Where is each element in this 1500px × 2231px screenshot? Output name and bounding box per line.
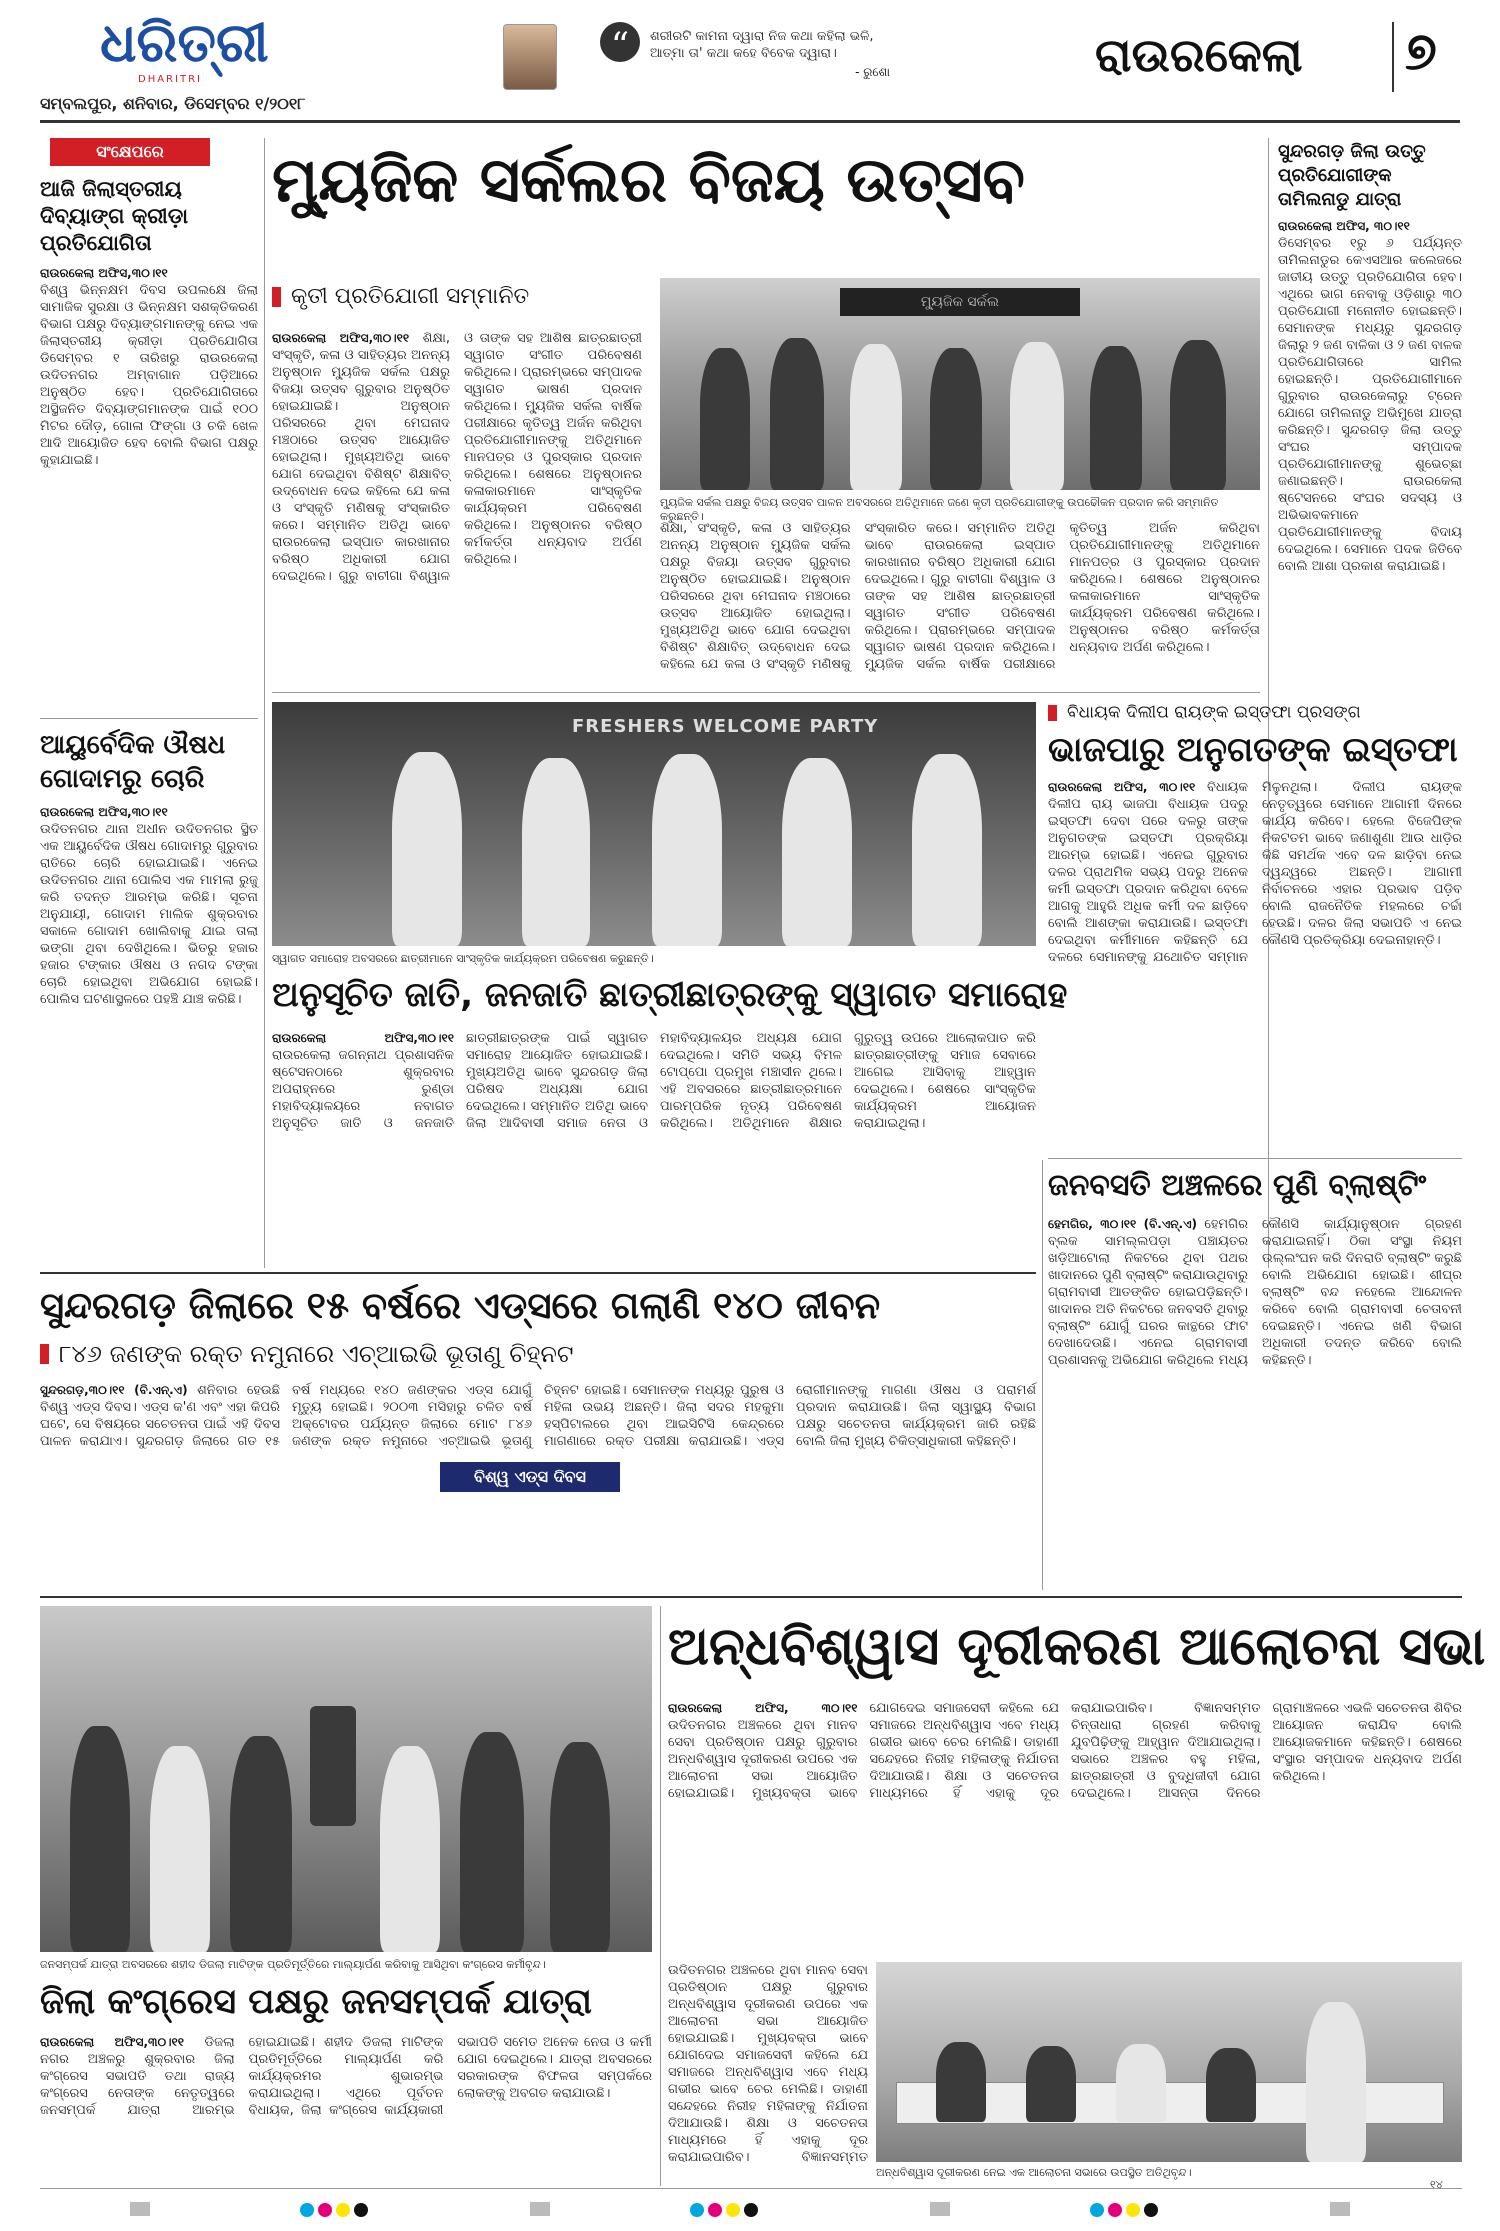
brief-column	[40, 138, 258, 469]
ayurvedic-body: ଉଦିତନଗର ଥାନା ଅଧୀନ ଉଦିତନଗର ସ୍ଥିତ ଏକ ଆୟୁର୍ବେଦିକ ଔଷଧ ଗୋଦାମରୁ ଗୁରୁବାର ରାତିରେ ଚୋରି ହୋଇଯାଇଛି। ଏନେଇ ଉଦିତନଗର ଥାନା ପୋଲିସ ଏକ ମାମଲା ରୁଜୁ କରି ତଦନ୍ତ ଆରମ୍ଭ କରିଛି। ସୂଚନା ଅନୁଯାୟୀ, ଗୋଦାମ ମାଲିକ ଶୁକ୍ରବାର ସକାଳେ ଗୋଦାମ ଖୋଲିବାକୁ ଯାଇ ତାଲା ଭଙ୍ଗା ଥିବା ଦେଖିଥିଲେ। ଭିତରୁ ହଜାର ହଜାର ଟଙ୍କାର ଔଷଧ ଓ ନଗଦ ଟଙ୍କା ଚୋରି ହୋଇଥିବା ଅଭିଯୋଗ ହୋଇଛି। ପୋଲିସ ଘଟଣାସ୍ଥଳରେ ପହଞ୍ଚି ଯାଞ୍ଚ କରିଛି।	[40, 822, 258, 1007]
quote-icon: “	[600, 22, 640, 62]
aids-badge: ବିଶ୍ୱ ଏଡ୍ସ ଦିବସ	[440, 1462, 620, 1492]
congress-body-text: ଡିଜଲା ନଗର ଅଞ୍ଚଳରୁ ଶୁକ୍ରବାର ଜିଲା କଂଗ୍ରେସ ସଭାପତି ତଥା ରାଜ୍ୟ କଂଗ୍ରେସ ନେତାଙ୍କ ନେତୃତ୍ୱରେ ଜନସମ୍ପର୍କ ଯାତ୍ରା ଆରମ୍ଭ ହୋଇଯାଇଛି। ଶହୀଦ ଡିଜଲା ମାଟିଙ୍କ ପ୍ରତିମୂର୍ତ୍ତିରେ ମାଲ୍ୟାର୍ପଣ କରି କାର୍ଯ୍ୟକ୍ରମର ଶୁଭାରମ୍ଭ କରାଯାଇଥିଲା। ଏଥିରେ ପୂର୍ବତନ ବିଧାୟକ, ଜିଲା କଂଗ୍ରେସ କାର୍ଯ୍ୟକାରୀ ସଭାପତି ସମେତ ଅନେକ ନେତା ଓ କର୍ମୀ ଯୋଗ ଦେଇଥିଲେ। ଯାତ୍ରା ଅବସରରେ ସରକାରଙ୍କ ବିଫଳତା ସମ୍ପର୍କରେ ଲୋକଙ୍କୁ ଅବଗତ କରାଯାଉଛି।	[40, 2035, 652, 2118]
aids-subhead	[40, 1340, 1036, 1368]
edition-name: ରାଉରକେଲା	[1095, 28, 1303, 82]
aids-body-text: ଶନିବାର ହେଉଛି ବିଶ୍ୱ ଏଡ୍ସ ଦିବସ। ଏଡ୍ସ କ'ଣ ଏବଂ ଏହା କିପରି ଘଟେ, ସେ ବିଷୟରେ ସଚେତନତା ପାଇଁ ଏହି ଦିବସ ପାଳନ କରାଯାଏ। ସୁନ୍ଦରଗଡ଼ ଜିଲାରେ ଗତ ୧୫ ବର୍ଷ ମଧ୍ୟରେ ୧୪୦ ଜଣଙ୍କର ଏଡ୍ସ ଯୋଗୁଁ ମୃତ୍ୟୁ ହୋଇଛି। ୨୦୦୩ ମସିହାରୁ ଚଳିତ ବର୍ଷ ଅକ୍ଟୋବର ପର୍ଯ୍ୟନ୍ତ ଜିଲାରେ ମୋଟ ୮୪୬ ଜଣଙ୍କ ରକ୍ତ ନମୁନାରେ ଏଚ୍ଆଇଭି ଭୂତାଣୁ ଚିହ୍ନଟ ହୋଇଛି। ସେମାନଙ୍କ ମଧ୍ୟରୁ ପୁରୁଷ ଓ ମହିଳା ଉଭୟ ଅଛନ୍ତି। ଜିଲା ସଦର ମହକୁମା ହସ୍ପିଟାଲରେ ଥିବା ଆଇସିଟିସି କେନ୍ଦ୍ରରେ ମାଗଣାରେ ରକ୍ତ ପରୀକ୍ଷା କରାଯାଉଛି। ଏଡ୍ସ ରୋଗୀମାନଙ୍କୁ ମାଗଣା ଔଷଧ ଓ ପରାମର୍ଶ ପ୍ରଦାନ କରାଯାଉଛି। ଜିଲା ସ୍ୱାସ୍ଥ୍ୟ ବିଭାଗ ପକ୍ଷରୁ ସଚେତନତା କାର୍ଯ୍ୟକ୍ରମ ଜାରି ରହିଛି ବୋଲି ଜିଲା ମୁଖ୍ୟ ଚିକିତ୍ସାଧିକାରୀ କହିଛନ୍ତି।	[40, 1383, 1036, 1449]
sundargarh-story	[1278, 140, 1462, 728]
thought-quote	[650, 28, 890, 80]
masthead	[0, 0, 1500, 130]
sundargarh-dateline: ରାଉରକେଲା ଅଫିସ, ୩୦।୧୧	[1278, 219, 1410, 233]
masthead-rule	[40, 120, 1460, 123]
quote-author: - ରୁଶୋ	[855, 65, 890, 79]
music-body	[272, 330, 642, 684]
congress-dateline: ରାଉରକେଲା ଅଫିସ,୩୦।୧୧	[40, 2035, 185, 2049]
resign-dateline: ରାଉରକେଲା ଅଫିସ, ୩୦।୧୧	[1048, 779, 1196, 794]
music-headline: ମ୍ୟୁଜିକ ସର୍କଲର ବିଜୟ ଉତ୍ସବ	[272, 143, 1025, 216]
superstition-body-text: ଉଦିତନଗର ଅଞ୍ଚଳରେ ଥିବା ମାନବ ସେବା ପ୍ରତିଷ୍ଠାନ ପକ୍ଷରୁ ଗୁରୁବାର ଅନ୍ଧବିଶ୍ୱାସ ଦୂରୀକରଣ ଉପରେ ଏକ ଆଲୋଚନା ସଭା ଆୟୋଜିତ ହୋଇଯାଇଛି। ମୁଖ୍ୟବକ୍ତା ଭାବେ ଯୋଗଦେଇ ସମାଜସେବୀ କହିଲେ ଯେ ସମାଜରେ ଅନ୍ଧବିଶ୍ୱାସ ଏବେ ମଧ୍ୟ ଗଭୀର ଭାବେ ଚେର ମେଲିଛି। ଡାହାଣୀ ସନ୍ଦେହରେ ନିରୀହ ମହିଳାଙ୍କୁ ନିର୍ଯାତନା ଦିଆଯାଉଛି। ଶିକ୍ଷା ଓ ସଚେତନତା ମାଧ୍ୟମରେ ହିଁ ଏହାକୁ ଦୂର କରାଯାଇପାରିବ। ବିଜ୍ଞାନସମ୍ମତ ଚିନ୍ତାଧାରା ଗ୍ରହଣ କରିବାକୁ ଯୁବପିଢ଼ିଙ୍କୁ ଆହ୍ୱାନ ଦିଆଯାଇଥିଲା। ସଭାରେ ଅଞ୍ଚଳର ବହୁ ମହିଳା, ଛାତ୍ରଛାତ୍ରୀ ଓ ବୁଦ୍ଧିଜୀବୀ ଯୋଗ ଦେଇଥିଲେ। ଆସନ୍ତା ଦିନରେ ଗ୍ରାମାଞ୍ଚଳରେ ଏଭଳି ସଚେତନତା ଶିବିର ଆୟୋଜନ କରାଯିବ ବୋଲି ଆୟୋଜକମାନେ କହିଛନ୍ତି। ଶେଷରେ ସଂସ୍ଥାର ସମ୍ପାଦକ ଧନ୍ୟବାଦ ଅର୍ପଣ କରିଥିଲେ।	[668, 1701, 1462, 1801]
blasting-body: ହେମଗିର ବ୍ଲକ ସାମଲ୍ଲପଡ଼ା ପଞ୍ଚାୟତର ଖଡ଼ିଆଟୋଲା ନିକଟରେ ଥିବା ପଥର ଖାଦାନରେ ପୁଣି ବ୍ଲାଷ୍ଟିଂ କରାଯାଉଥିବାରୁ ଗ୍ରାମବାସୀ ଆତଙ୍କିତ ହୋଇପଡ଼ିଛନ୍ତି। ଖାଦାନର ଅତି ନିକଟରେ ଜନବସତି ଥିବାରୁ ବ୍ଲାଷ୍ଟିଂ ଯୋଗୁଁ ଘରର କାନ୍ଥରେ ଫାଟ ଦେଖାଦେଉଛି। ଏନେଇ ଗ୍ରାମବାସୀ ପ୍ରଶାସନକୁ ଅଭିଯୋଗ କରିଥିଲେ ମଧ୍ୟ କୌଣସି କାର୍ଯ୍ୟାନୁଷ୍ଠାନ ଗ୍ରହଣ କରାଯାଇନାହିଁ। ଠିକା ସଂସ୍ଥା ନିୟମ ଉଲ୍ଲଂଘନ କରି ଦିନରାତି ବ୍ଲାଷ୍ଟିଂ କରୁଛି ବୋଲି ଅଭିଯୋଗ ହୋଇଛି। ଶୀଘ୍ର ବ୍ଲାଷ୍ଟିଂ ବନ୍ଦ ନହେଲେ ଆନ୍ଦୋଳନ କରିବେ ବୋଲି ଗ୍ରାମବାସୀ ଚେତାବନୀ ଦେଇଛନ୍ତି। ଏନେଇ ଖଣି ବିଭାଗ ଅଧିକାରୀ ତଦନ୍ତ କରିବେ ବୋଲି କହିଛନ୍ତି।	[1048, 1217, 1462, 1368]
superstition-headline: ଅନ୍ଧବିଶ୍ୱାସ ଦୂରୀକରଣ ଆଲୋଚନା ସଭା	[668, 1617, 1486, 1677]
brief-dateline: ରାଉରକେଲା ଅଫିସ,୩୦।୧୧	[40, 266, 168, 280]
music-photo	[660, 278, 1260, 490]
superstition-body-text-2: ଉଦିତନଗର ଅଞ୍ଚଳରେ ଥିବା ମାନବ ସେବା ପ୍ରତିଷ୍ଠାନ ପକ୍ଷରୁ ଗୁରୁବାର ଅନ୍ଧବିଶ୍ୱାସ ଦୂରୀକରଣ ଉପରେ ଏକ ଆଲୋଚନା ସଭା ଆୟୋଜିତ ହୋଇଯାଇଛି। ମୁଖ୍ୟବକ୍ତା ଭାବେ ଯୋଗଦେଇ ସମାଜସେବୀ କହିଲେ ଯେ ସମାଜରେ ଅନ୍ଧବିଶ୍ୱାସ ଏବେ ମଧ୍ୟ ଗଭୀର ଭାବେ ଚେର ମେଲିଛି। ଡାହାଣୀ ସନ୍ଦେହରେ ନିରୀହ ମହିଳାଙ୍କୁ ନିର୍ଯାତନା ଦିଆଯାଉଛି। ଶିକ୍ଷା ଓ ସଚେତନତା ମାଧ୍ୟମରେ ହିଁ ଏହାକୁ ଦୂର କରାଯାଇପାରିବ। ବିଜ୍ଞାନସମ୍ମତ	[668, 1963, 868, 2165]
superstition-photo-caption: ଅନ୍ଧବିଶ୍ୱାସ ଦୂରୀକରଣ ନେଇ ଏକ ଆଲୋଚନା ସଭାରେ ଉପସ୍ଥିତ ଅତିଥିବୃନ୍ଦ।	[876, 2166, 1192, 2179]
superstition-body-lower	[668, 1962, 868, 2182]
page-number: ୭	[1405, 22, 1437, 82]
resign-body: ବିଧାୟକ ଦିଲୀପ ରାୟ ଭାଜପା ବିଧାୟକ ପଦରୁ ଇସ୍ତଫା ଦେବା ପରେ ଦଳରୁ ତାଙ୍କ ଅନୁଗତଙ୍କ ଇସ୍ତଫା ପ୍ରକ୍ରିୟା ଆରମ୍ଭ ହୋଇଛି। ଏନେଇ ଗୁରୁବାର ଦଳର ପ୍ରାଥମିକ ସଭ୍ୟ ପଦରୁ ଅନେକ କର୍ମୀ ଇସ୍ତଫା ପ୍ରଦାନ କରିଥିବା ବେଳେ ଆଗକୁ ଆହୁରି ଅଧିକ କର୍ମୀ ଦଳ ଛାଡ଼ିବେ ବୋଲି ଆଶଙ୍କା କରାଯାଉଛି। ଇସ୍ତଫା ଦେଇଥିବା କର୍ମୀମାନେ କହିଛନ୍ତି ଯେ ଦଳରେ ସେମାନଙ୍କୁ ଯଥୋଚିତ ସମ୍ମାନ ମିଳୁନଥିଲା। ଦିଲୀପ ରାୟଙ୍କ ନେତୃତ୍ୱରେ ସେମାନେ ଆଗାମୀ ଦିନରେ କାର୍ଯ୍ୟ କରିବେ। ହେଲେ ବିଜେପିଙ୍କ ନିକଟତମ ଭାବେ ଜଣାଶୁଣା ଆଉ ଧାଡ଼ିର କିଛି ସମର୍ଥକ ଏବେ ଦଳ ଛାଡ଼ିବା ନେଇ ଦ୍ୱନ୍ଦ୍ୱରେ ଅଛନ୍ତି। ଆଗାମୀ ନିର୍ବାଚନରେ ଏହାର ପ୍ରଭାବ ପଡ଼ିବ ବୋଲି ରାଜନୈତିକ ମହଲରେ ଚର୍ଚ୍ଚା ହେଉଛି। ଦଳର ଜିଲା ସଭାପତି ଏ ନେଇ କୌଣସି ପ୍ରତିକ୍ରିୟା ଦେଇନାହାନ୍ତି।	[1048, 779, 1462, 965]
tribal-body-text: ରାଉରକେଲା ଜଗନ୍ନାଥ ପ୍ରଶାସନିକ ଷ୍ଟେସନଠାରେ ଶୁକ୍ରବାର ଅପରାହ୍ନରେ ରୁଣ୍ଡା ମହାବିଦ୍ୟାଳୟରେ ନବାଗତ ଅନୁସୂଚିତ ଜାତି ଓ ଜନଜାତି ଛାତ୍ରୀଛାତ୍ରଙ୍କ ପାଇଁ ସ୍ୱାଗତ ସମାରୋହ ଆୟୋଜିତ ହୋଇଯାଇଛି। ମୁଖ୍ୟଅତିଥି ଭାବେ ସୁନ୍ଦରଗଡ଼ ଜିଲା ପରିଷଦ ଅଧ୍ୟକ୍ଷା ଯୋଗ ଦେଇଥିଲେ। ସମ୍ମାନିତ ଅତିଥି ଭାବେ ଜିଲା ଆଦିବାସୀ ସମାଜ ନେତା ଓ ମହାବିଦ୍ୟାଳୟର ଅଧ୍ୟକ୍ଷ ଯୋଗ ଦେଇଥିଲେ। ସମିତି ସଭ୍ୟ ବିମଳ ଟୋପ୍ପୋ ପ୍ରମୁଖ ମଞ୍ଚାସୀନ ଥିଲେ। ଏହି ଅବସରରେ ଛାତ୍ରୀଛାତ୍ରମାନେ ପାରମ୍ପରିକ ନୃତ୍ୟ ପରିବେଷଣ କରିଥିଲେ। ଅତିଥିମାନେ ଶିକ୍ଷାର ଗୁରୁତ୍ୱ ଉପରେ ଆଲୋକପାତ କରି ଛାତ୍ରଛାତ୍ରୀଙ୍କୁ ସମାଜ ସେବାରେ ଆଗେଇ ଆସିବାକୁ ଆହ୍ୱାନ ଦେଇଥିଲେ। ଶେଷରେ ସାଂସ୍କୃତିକ କାର୍ଯ୍ୟକ୍ରମ ଆୟୋଜନ କରାଯାଇଥିଲା।	[272, 1031, 1036, 1131]
tribal-headline: ଅନୁସୂଚିତ ଜାତି, ଜନଜାତି ଛାତ୍ରୀଛାତ୍ରଙ୍କୁ ସ୍ୱାଗତ ସମାରୋହ	[272, 975, 1068, 1015]
music-body-text: ଶିକ୍ଷା, ସଂସ୍କୃତି, କଳା ଓ ସାହିତ୍ୟର ଅନନ୍ୟ ଅନୁଷ୍ଠାନ ମ୍ୟୁଜିକ ସର୍କଲ ପକ୍ଷରୁ ବିଜୟା ଉତ୍ସବ ଗୁରୁବାର ଅନୁଷ୍ଠିତ ହୋଇଯାଇଛି। ଅନୁଷ୍ଠାନ ପରିସରରେ ଥିବା ମେଘନାଦ ମଞ୍ଚଠାରେ ଉତ୍ସବ ଆୟୋଜିତ ହୋଇଥିଲା। ମୁଖ୍ୟଅତିଥି ଭାବେ ଯୋଗ ଦେଇଥିବା ବିଶିଷ୍ଟ ଶିକ୍ଷାବିତ୍ ଉଦ୍ବୋଧନ ଦେଇ କହିଲେ ଯେ କଳା ଓ ସଂସ୍କୃତି ମଣିଷକୁ ସଂସ୍କାରିତ କରେ। ସମ୍ମାନିତ ଅତିଥି ଭାବେ ରାଉରକେଲା ଇସ୍ପାତ କାରଖାନାର ବରିଷ୍ଠ ଅଧିକାରୀ ଯୋଗ ଦେଇଥିଲେ। ଗୁରୁ ବାଚୀଗା ବିଶ୍ୱାଳ ଓ ତାଙ୍କ ସହ ଆଶିଷ ଛାତ୍ରଛାତ୍ରୀ ସ୍ୱାଗତ ସଂଗୀତ ପରିବେଷଣ କରିଥିଲେ। ପ୍ରାରମ୍ଭରେ ସମ୍ପାଦକ ସ୍ୱାଗତ ଭାଷଣ ପ୍ରଦାନ କରିଥିଲେ। ମ୍ୟୁଜିକ ସର୍କଲ ବାର୍ଷିକ ପରୀକ୍ଷାରେ କୃତିତ୍ୱ ଅର୍ଜନ କରିଥିବା ପ୍ରତିଯୋଗୀମାନଙ୍କୁ ଅତିଥିମାନେ ମାନପତ୍ର ଓ ପୁରସ୍କାର ପ୍ରଦାନ କରିଥିଲେ। ଶେଷରେ ଅନୁଷ୍ଠାନର କଳାକାରମାନେ ସାଂସ୍କୃତିକ କାର୍ଯ୍ୟକ୍ରମ ପରିବେଷଣ କରିଥିଲେ। ଅନୁଷ୍ଠାନର ବରିଷ୍ଠ କର୍ମକର୍ତ୍ତା ଧନ୍ୟବାଦ ଅର୍ପଣ କରିଥିଲେ।	[272, 331, 642, 584]
superstition-photo	[876, 1962, 1462, 2162]
logo-text: ଧରିତ୍ରୀ	[100, 10, 269, 74]
sundargarh-title: ସୁନ୍ଦରଗଡ଼ ଜିଲା ଉତ୍ତୁ ପ୍ରତିଯୋଗୀଙ୍କ ତାମିଲନାଡୁ ଯାତ୍ରା	[1278, 141, 1426, 210]
congress-photo-caption: ଜନସମ୍ପର୍କ ଯାତ୍ରା ଅବସରରେ ଶହୀଦ ଡିଜଲା ମାଟିଙ୍କ ପ୍ରତିମୂର୍ତ୍ତିରେ ମାଲ୍ୟାର୍ପଣ କରିବାକୁ ଆସିଥିବା କଂଗ୍ରେସ କର୍ମୀବୃନ୍ଦ।	[40, 1958, 546, 1971]
logo-sub: DHARITRI	[138, 74, 202, 85]
tribal-body	[272, 1030, 1036, 1250]
music-banner: ମ୍ୟୁଜିକ ସର୍କଲ	[840, 288, 1080, 316]
superstition-dateline: ରାଉରକେଲା ଅଫିସ, ୩୦।୧୧	[668, 1701, 858, 1715]
quote-text: ଶରୀରଟି କାମନା ଦ୍ୱାରା ନିଜ କଥା କହିଲା ଭଳି, ଆତ୍ମା ତା' କଥା କହେ ବିବେକ ଦ୍ୱାରା।	[650, 29, 874, 61]
music-dateline: ରାଉରକେଲା ଅଫିସ,୩୦।୧୧	[272, 331, 410, 345]
logo	[100, 10, 300, 85]
dateline: ସମ୍ବଲପୁର, ଶନିବାର, ଡିସେମ୍ବର ୧/୨୦୧୮	[40, 94, 306, 113]
aids-dateline: ସୁନ୍ଦରଗଡ଼,୩୦।୧୧ (ବି.ଏନ୍.ଏ)	[40, 1383, 188, 1397]
aids-headline: ସୁନ୍ଦରଗଡ଼ ଜିଲାରେ ୧୫ ବର୍ଷରେ ଏଡ୍ସରେ ଗଲାଣି ୧୪୦ ଜୀବନ	[40, 1284, 881, 1327]
portrait-icon	[503, 24, 557, 90]
brief-label: ସଂକ୍ଷେପରେ	[50, 138, 210, 166]
brief-title: ଆଜି ଜିଲାସ୍ତରୀୟ ଦିବ୍ୟାଙ୍ଗ କ୍ରୀଡ଼ା ପ୍ରତିଯୋଗିତା	[40, 177, 189, 255]
footer-page-code: ୧୪	[1430, 2178, 1443, 2191]
footer-registration	[130, 2202, 1410, 2218]
tribal-dateline: ରାଉରକେଲା ଅଫିସ,୩୦।୧୧	[272, 1031, 454, 1045]
aids-subhead-text: ୮୪୬ ଜଣଙ୍କ ରକ୍ତ ନମୁନାରେ ଏଚ୍ଆଇଭି ଭୂତାଣୁ ଚିହ୍ନଟ	[59, 1340, 574, 1368]
congress-body	[40, 2034, 652, 2184]
music-subhead	[272, 284, 642, 309]
ayurvedic-dateline: ରାଉରକେଲା ଅଫିସ,୩୦।୧୧	[40, 805, 168, 819]
resign-title: ଭାଜପାରୁ ଅନୁଗତଙ୍କ ଇସ୍ତଫା	[1048, 729, 1458, 770]
congress-photo	[40, 1606, 652, 1952]
resign-kicker	[1048, 702, 1462, 723]
aids-body	[40, 1382, 1036, 1582]
blasting-title: ଜନବସତି ଅଞ୍ଚଳରେ ପୁଣି ବ୍ଲାଷ୍ଟିଂ	[1048, 1168, 1427, 1203]
congress-title: ଜିଲା କଂଗ୍ରେସ ପକ୍ଷରୁ ଜନସମ୍ପର୍କ ଯାତ୍ରା	[40, 1982, 593, 2022]
music-body-text-2: ଶିକ୍ଷା, ସଂସ୍କୃତି, କଳା ଓ ସାହିତ୍ୟର ଅନନ୍ୟ ଅନୁଷ୍ଠାନ ମ୍ୟୁଜିକ ସର୍କଲ ପକ୍ଷରୁ ବିଜୟା ଉତ୍ସବ ଗୁରୁବାର ଅନୁଷ୍ଠିତ ହୋଇଯାଇଛି। ଅନୁଷ୍ଠାନ ପରିସରରେ ଥିବା ମେଘନାଦ ମଞ୍ଚଠାରେ ଉତ୍ସବ ଆୟୋଜିତ ହୋଇଥିଲା। ମୁଖ୍ୟଅତିଥି ଭାବେ ଯୋଗ ଦେଇଥିବା ବିଶିଷ୍ଟ ଶିକ୍ଷାବିତ୍ ଉଦ୍ବୋଧନ ଦେଇ କହିଲେ ଯେ କଳା ଓ ସଂସ୍କୃତି ମଣିଷକୁ ସଂସ୍କାରିତ କରେ। ସମ୍ମାନିତ ଅତିଥି ଭାବେ ରାଉରକେଲା ଇସ୍ପାତ କାରଖାନାର ବରିଷ୍ଠ ଅଧିକାରୀ ଯୋଗ ଦେଇଥିଲେ। ଗୁରୁ ବାଚୀଗା ବିଶ୍ୱାଳ ଓ ତାଙ୍କ ସହ ଆଶିଷ ଛାତ୍ରଛାତ୍ରୀ ସ୍ୱାଗତ ସଂଗୀତ ପରିବେଷଣ କରିଥିଲେ। ପ୍ରାରମ୍ଭରେ ସମ୍ପାଦକ ସ୍ୱାଗତ ଭାଷଣ ପ୍ରଦାନ କରିଥିଲେ। ମ୍ୟୁଜିକ ସର୍କଲ ବାର୍ଷିକ ପରୀକ୍ଷାରେ କୃତିତ୍ୱ ଅର୍ଜନ କରିଥିବା ପ୍ରତିଯୋଗୀମାନଙ୍କୁ ଅତିଥିମାନେ ମାନପତ୍ର ଓ ପୁରସ୍କାର ପ୍ରଦାନ କରିଥିଲେ। ଶେଷରେ ଅନୁଷ୍ଠାନର କଳାକାରମାନେ ସାଂସ୍କୃତିକ କାର୍ଯ୍ୟକ୍ରମ ପରିବେଷଣ କରିଥିଲେ। ଅନୁଷ୍ଠାନର ବରିଷ୍ଠ କର୍ମକର୍ତ୍ତା ଧନ୍ୟବାଦ ଅର୍ପଣ କରିଥିଲେ।	[660, 521, 1260, 672]
blasting-dateline: ହେମଗିର, ୩୦।୧୧ (ବି.ଏନ୍.ଏ)	[1048, 1217, 1198, 1231]
bullet-icon	[272, 287, 281, 307]
dance-photo-caption: ସ୍ୱାଗତ ସମାରୋହ ଅବସରରେ ଛାତ୍ରୀମାନେ ସାଂସ୍କୃତିକ କାର୍ଯ୍ୟକ୍ରମ ପରିବେଷଣ କରୁଛନ୍ତି।	[272, 952, 654, 965]
resign-story	[1048, 702, 1462, 1189]
superstition-body	[668, 1700, 1462, 1958]
bullet-icon	[40, 1344, 49, 1364]
blasting-story	[1048, 1166, 1462, 1586]
ayurvedic-story	[40, 728, 258, 1008]
sundargarh-body: ଡିସେମ୍ବର ୧ରୁ ୬ ପର୍ଯ୍ୟନ୍ତ ତାମିଲନାଡୁର କେଏସଆର କଲେଜରେ ଜାତୀୟ ଉତ୍ତୁ ପ୍ରତିଯୋଗିତା ହେବ। ଏଥିରେ ଭାଗ ନେବାକୁ ଓଡ଼ିଶାରୁ ୩୦ ପ୍ରତିଯୋଗୀ ମନୋନୀତ ହୋଇଛନ୍ତି। ସେମାନଙ୍କ ମଧ୍ୟରୁ ସୁନ୍ଦରଗଡ଼ ଜିଲାରୁ ୨ ଜଣ ବାଳିକା ଓ ୨ ଜଣ ବାଳକ ପ୍ରତିଯୋଗିତାରେ ସାମିଲ ହୋଇଛନ୍ତି। ପ୍ରତିଯୋଗୀମାନେ ଗୁରୁବାର ରାଉରକେଲାରୁ ଟ୍ରେନ ଯୋଗେ ତାମିଲନାଡୁ ଅଭିମୁଖେ ଯାତ୍ରା କରିଛନ୍ତି। ସୁନ୍ଦରଗଡ଼ ଜିଲା ଉତ୍ତୁ ସଂଘର ସମ୍ପାଦକ ପ୍ରତିଯୋଗୀମାନଙ୍କୁ ଶୁଭେଚ୍ଛା ଜଣାଇଛନ୍ତି। ରାଉରକେଲା ଷ୍ଟେସନରେ ସଂଘର ସଦସ୍ୟ ଓ ଅଭିଭାବକମାନେ ପ୍ରତିଯୋଗୀମାନଙ୍କୁ ବିଦାୟ ଦେଇଥିଲେ। ସେମାନେ ପଦକ ଜିତିବେ ବୋଲି ଆଶା ପ୍ରକାଶ କରାଯାଇଛି।	[1278, 236, 1462, 574]
resign-kicker-text: ବିଧାୟକ ଦିଲୀପ ରାୟଙ୍କ ଇସ୍ତଫା ପ୍ରସଙ୍ଗ	[1067, 702, 1361, 723]
dance-banner: FRESHERS WELCOME PARTY	[572, 716, 879, 737]
music-photo-caption: ମ୍ୟୁଜିକ ସର୍କଲ ପକ୍ଷରୁ ବିଜୟ ଉତ୍ସବ ପାଳନ ଅବସରରେ ଅତିଥିମାନେ ଜଣେ କୃତୀ ପ୍ରତିଯୋଗୀଙ୍କୁ ଉପଢୌକନ ପ୍ରଦାନ କରି ସମ୍ମାନିତ କରୁଛନ୍ତି।	[660, 496, 1219, 523]
music-body-lower	[660, 520, 1260, 684]
bullet-icon	[1048, 705, 1057, 721]
music-subhead-text: କୃତୀ ପ୍ରତିଯୋଗୀ ସମ୍ମାନିତ	[291, 284, 530, 309]
ayurvedic-title: ଆୟୁର୍ବେଦିକ ଔଷଧ ଗୋଦାମରୁ ଚୋରି	[40, 730, 226, 794]
dance-photo	[272, 702, 1036, 946]
brief-body: ବିଶ୍ୱ ଭିନ୍ନକ୍ଷମ ଦିବସ ଉପଲକ୍ଷେ ଜିଲା ସାମାଜିକ ସୁରକ୍ଷା ଓ ଭିନ୍ନକ୍ଷମ ସଶକ୍ତିକରଣ ବିଭାଗ ପକ୍ଷରୁ ଦିବ୍ୟାଙ୍ଗମାନଙ୍କୁ ନେଇ ଏକ ଜିଲାସ୍ତରୀୟ କ୍ରୀଡ଼ା ପ୍ରତିଯୋଗିତା ଡିସେମ୍ବର ୧ ତାରିଖରୁ ରାଉରକେଲା ଉଦିତନଗର ଅମ୍ବାଗାନ ପଡ଼ିଆରେ ଅନୁଷ୍ଠିତ ହେବ। ପ୍ରତିଯୋଗିତାରେ ଅସ୍ଥିଜନିତ ଦିବ୍ୟାଙ୍ଗମାନଙ୍କ ପାଇଁ ୧୦୦ ମିଟର ଦୌଡ଼, ଗୋଳା ଫିଙ୍ଗା ଓ ଚକି ଖେଳ ଆଦି ଆୟୋଜିତ ହେବ ବୋଲି ବିଭାଗ ପକ୍ଷରୁ କୁହାଯାଇଛି।	[40, 283, 258, 468]
